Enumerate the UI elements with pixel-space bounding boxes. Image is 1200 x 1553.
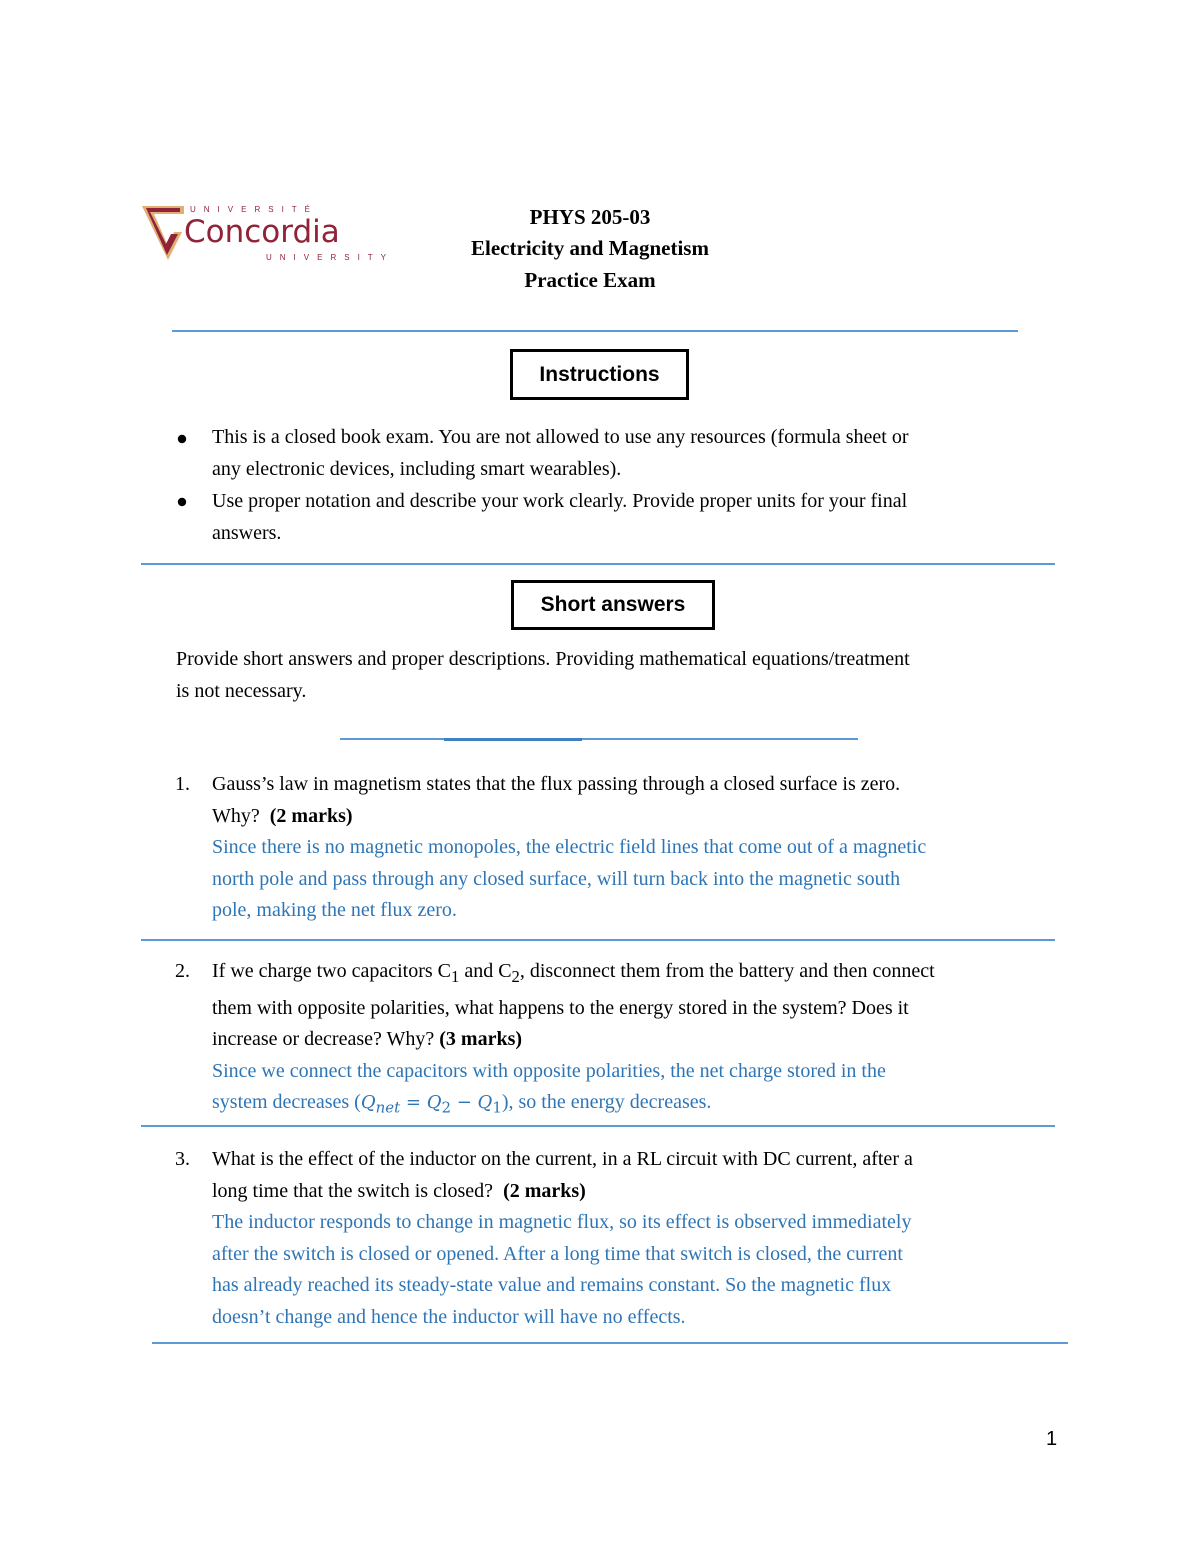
logo-top-text: UNIVERSITÉ bbox=[190, 205, 319, 214]
question-line: Gauss’s law in magnetism states that the flux passing through a closed surface is zero. bbox=[212, 773, 901, 795]
question-text: and C bbox=[459, 960, 512, 982]
bullet-icon bbox=[175, 495, 189, 509]
answer-line: has already reached its steady-state value and remains constant. So the magnetic flux bbox=[212, 1274, 892, 1296]
question-line bbox=[212, 801, 1092, 833]
question-text: Why? bbox=[212, 804, 260, 827]
answer-text: ), so the energy decreases. bbox=[501, 1091, 712, 1113]
short-answers-intro bbox=[176, 644, 1076, 707]
answer-line: after the switch is closed or opened. After a long time that switch is closed, the current bbox=[212, 1242, 903, 1265]
question-text: If we charge two capacitors C bbox=[212, 960, 451, 982]
intro-line: is not necessary. bbox=[176, 679, 307, 702]
question-text: increase or decrease? Why? bbox=[212, 1028, 435, 1050]
concordia-logo bbox=[140, 198, 395, 266]
question-3 bbox=[212, 1144, 1092, 1333]
answer-text: system decreases ( bbox=[212, 1091, 361, 1113]
question-marks: (2 marks) bbox=[503, 1179, 586, 1202]
question-number: 3. bbox=[175, 1148, 190, 1170]
shield-icon bbox=[142, 206, 184, 260]
page-number: 1 bbox=[1046, 1428, 1058, 1450]
divider bbox=[172, 330, 1018, 332]
divider bbox=[340, 738, 858, 740]
logo-bottom-text: UNIVERSITY bbox=[266, 253, 395, 262]
intro-line: Provide short answers and proper descriptions. Providing mathematical equations/treatment bbox=[176, 648, 910, 670]
course-title: Electricity and Magnetism bbox=[471, 236, 709, 260]
question-line bbox=[212, 956, 1072, 993]
question-1 bbox=[212, 769, 1092, 927]
short-answers-heading: Short answers bbox=[511, 580, 715, 630]
instruction-line: This is a closed book exam. You are not allowed to use any resources (formula sheet or bbox=[212, 426, 909, 448]
answer-line: doesn’t change and hence the inductor will have no effects. bbox=[212, 1305, 686, 1328]
instruction-line: answers. bbox=[212, 521, 282, 544]
course-code: PHYS 205-03 bbox=[529, 205, 651, 229]
logo-name: Concordia bbox=[184, 214, 340, 250]
instruction-item-2 bbox=[212, 486, 1092, 549]
equation: $Q_{net} = Q_2 - Q_1$ bbox=[360, 1092, 502, 1117]
question-text: , disconnect them from the battery and then connect bbox=[519, 960, 935, 982]
question-marks: (2 marks) bbox=[269, 804, 353, 827]
question-number: 2. bbox=[175, 960, 190, 982]
question-line: them with opposite polarities, what happens to the energy stored in the system? Does it bbox=[212, 996, 909, 1019]
answer-line: Since there is no magnetic monopoles, the electric field lines that come out of a magnetic bbox=[212, 836, 927, 858]
question-line: What is the effect of the inductor on the current, in a RL circuit with DC current, after a bbox=[212, 1148, 913, 1170]
bullet-icon bbox=[175, 432, 189, 446]
instruction-line: Use proper notation and describe your work clearly. Provide proper units for your final bbox=[212, 490, 908, 512]
divider bbox=[141, 1125, 1055, 1127]
subscript: 2 bbox=[511, 967, 520, 986]
answer-line: Since we connect the capacitors with opposite polarities, the net charge stored in the bbox=[212, 1059, 886, 1082]
question-line bbox=[212, 1176, 1092, 1208]
instruction-item-1 bbox=[212, 422, 1092, 485]
divider bbox=[152, 1342, 1068, 1344]
subscript: 1 bbox=[450, 967, 460, 986]
divider bbox=[141, 563, 1055, 565]
divider-accent bbox=[444, 738, 582, 741]
exam-type: Practice Exam bbox=[524, 268, 656, 292]
instruction-line: any electronic devices, including smart wearables). bbox=[212, 457, 622, 480]
instructions-heading: Instructions bbox=[510, 349, 689, 400]
question-2 bbox=[212, 956, 1072, 1124]
answer-line: The inductor responds to change in magnetic flux, so its effect is observed immediately bbox=[212, 1211, 912, 1233]
divider bbox=[141, 939, 1055, 941]
answer-line bbox=[212, 1087, 1072, 1124]
question-line bbox=[212, 1024, 1072, 1056]
question-text: long time that the switch is closed? bbox=[212, 1179, 494, 1202]
question-number: 1. bbox=[175, 773, 190, 795]
answer-line: north pole and pass through any closed surface, will turn back into the magnetic south bbox=[212, 867, 901, 890]
answer-line: pole, making the net flux zero. bbox=[212, 899, 457, 921]
question-marks: (3 marks) bbox=[439, 1028, 523, 1050]
